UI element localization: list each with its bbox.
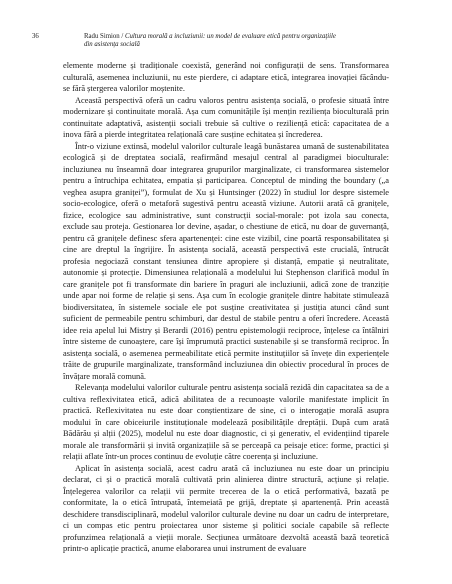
paragraph-4: Relevanța modelului valorilor culturale pentru asistența socială rezidă din capacitatea sa de a cultiva reflexivitatea etică, adică abilitatea de a recunoaște valorile manifestate implicit în practică. Reflexivitatea nu este doar conștientizare de sine, ci o interogație morală asupra modului în care obiceiurile instituționale modelează posibilitățile dreptății. După cum arată Bădărău și alții (2025), modelul nu este doar diagnostic, ci și generativ, el evidențiind tiparele morale ale transformării și invită organizațiile să se perceapă ca peisaje etice: forme, practici și relații aflate într-un proces continuu de evoluție către coerența și incluziune. — [63, 383, 389, 461]
article-body — [63, 60, 389, 555]
paragraph-1: elemente moderne și tradiționale coexistă, generând noi configurații de sens. Transformarea culturală, asemenea incluziunii, nu este pierdere, ci adaptare etică, integrarea inovației făcându-se fără ștergerea valorilor moștenite. — [63, 61, 389, 93]
paragraph-5: Aplicat în asistența socială, acest cadru arată că incluziunea nu este doar un principiu declarat, ci și o practică morală cultivată prin alinierea dintre structură, acțiune și relație. Înțelegerea valorilor ca relații vii permite trecerea de la o etică performativă, bazată pe conformitate, la o etică întrupată, întemeiată pe grijă, dreptate și apartenență. Prin această deschidere transdisciplinară, modelul valorilor culturale devine nu doar un cadru de interpretare, ci un compas etic pentru proiectarea unor sisteme și politici sociale capabile să reflecte profunzimea relațională a vieții morale. Secțiunea următoare dezvoltă această bază teoretică printr-o aplicație practică, anume elaborarea unui instrument de evaluare — [63, 463, 389, 553]
paragraph-2: Această perspectivă oferă un cadru valoros pentru asistența socială, o profesie situată între modernizare și continuitate morală. Așa cum comunitățile își mențin reziliența bioculturală prin continuitate adaptativă, asistenții sociali trebuie să cultive o reziliență etică: capacitatea de a inova fără a pierde integritatea relațională care susține echitatea și încrederea. — [63, 95, 389, 139]
header-title-line2: din asistența socială — [84, 41, 140, 48]
header-separator: / — [119, 33, 125, 40]
paragraph-3: Într-o viziune extinsă, modelul valorilor culturale leagă bunăstarea umană de sustenabilitatea ecologică și de dreptatea socială, reafirmând mesajul central al paradigmei bioculturale: incluziunea nu înseamnă doar integrarea grupurilor marginalizate, ci transformarea sistemelor pentru a întruchipa echitatea, empatia și participarea. Conceptul de minding the boundary („a veghea asupra graniței”), formulat de Xu și Huntsinger (2022) în studiul lor despre sistemele socio-ecologice, oferă o metaforă sugestivă pentru această viziune. Autorii arată că granițele, fizice, ecologice sau administrative, sunt construcții social-morale: pot izola sau conecta, exclude sau proteja. Gestionarea lor devine, așadar, o chestiune de etică, nu doar de guvernanță, pentru că granițele definesc sfera apartenenței: cine este vizibil, cine poartă responsabilitatea și cine are dreptul la îngrijire. În asistența socială, această perspectivă este crucială, întrucât profesia negociază constant tensiunea dintre apropiere și distanță, empatie și neutralitate, autonomie și protecție. Dimensiunea relațională a modelului lui Stephenson clarifică modul în care granițele pot fi transformate din bariere în praguri ale incluziunii, adică zone de tranziție unde apar noi forme de relație și sens. Așa cum în ecologie granițele dintre habitate stimulează biodiversitatea, în sistemele sociale ele pot susține creativitatea și justiția atunci când sunt suficient de permeabile pentru schimburi, dar destul de stabile pentru a oferi încredere. Această idee reia apelul lui Mistry și Berardi (2016) pentru epistemologii reciproce, înțelese ca întâlniri între sisteme de cunoaștere, care își împrumută practici sustenabile și se transformă reciproc. În asistența socială, o asemenea permeabilitate etică permite instituțiilor să învețe din experiențele trăite de grupurile marginalizate, transformând incluziunea din obiectiv procedural în proces de învățare morală comună. — [63, 141, 389, 381]
running-title — [84, 33, 422, 49]
header-author: Radu Simion — [84, 33, 120, 40]
page-number: 36 — [32, 33, 39, 40]
header-title-line1: Cultura morală a incluziunii: un model de evaluare etică pentru organizațiile — [124, 33, 336, 40]
